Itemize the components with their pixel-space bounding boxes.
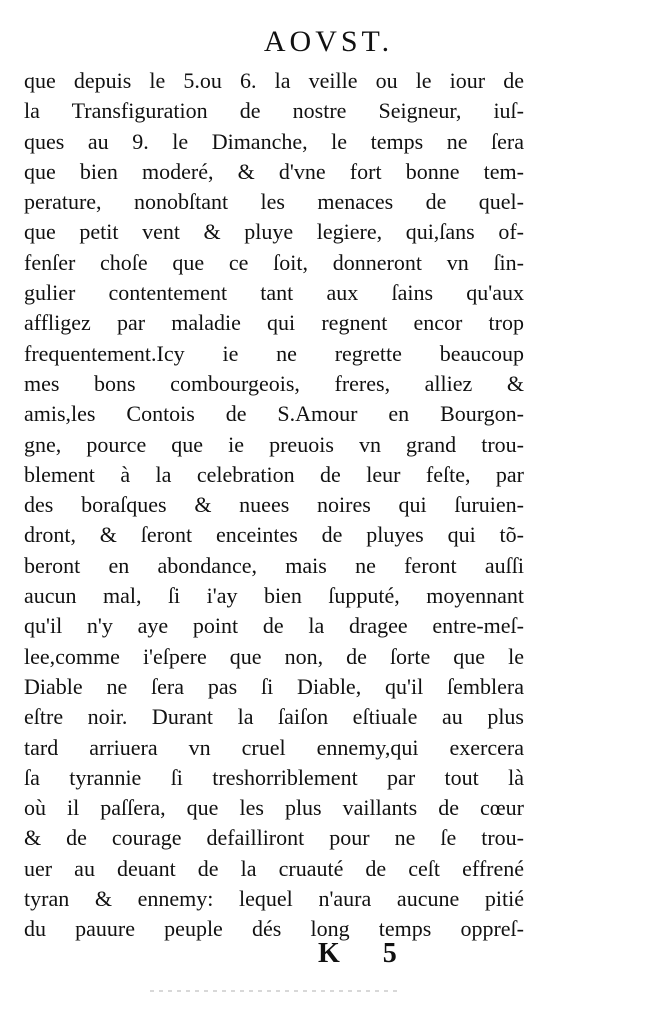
text-line: que petit vent & pluye legiere, qui,ſans of- [24,219,524,245]
text-line: mes bons combourgeois, freres, alliez & [24,370,524,396]
page-body [24,66,524,945]
text-line: dront, & ſeront enceintes de pluyes qui tõ- [24,522,524,548]
signature-mark: K 5 [318,938,415,969]
text-line: ques au 9. le Dimanche, le temps ne ſera [24,128,524,154]
text-line: la Transfiguration de nostre Seigneur, iuſ- [24,98,524,124]
text-line: affligez par maladie qui regnent encor trop [24,310,524,336]
text-line: eſtre noir. Durant la ſaiſon eſtiuale au plus [24,704,524,730]
scan-edge-mark [150,990,400,992]
text-line: beront en abondance, mais ne feront auſſi [24,552,524,578]
text-line: blement à la celebration de leur feſte, par [24,461,524,487]
text-line: lee,comme i'eſpere que non, de ſorte que le [24,643,524,669]
text-line: amis,les Contois de S.Amour en Bourgon- [24,401,524,427]
text-line: aucun mal, ſi i'ay bien ſupputé, moyennant [24,583,524,609]
text-line: frequentement.Icy ie ne regrette beaucoup [24,340,524,366]
text-line: que depuis le 5.ou 6. la veille ou le iour de [24,68,524,93]
text-line: perature, nonobſtant les menaces de quel- [24,189,524,215]
text-line: & de courage defailliront pour ne ſe trou- [24,825,524,851]
text-line: Diable ne ſera pas ſi Diable, qu'il ſemblera [24,673,524,699]
text-line: ſa tyrannie ſi treshorriblement par tout là [24,764,524,790]
text-line: qu'il n'y aye point de la dragee entre-meſ- [24,613,524,639]
text-line: que bien moderé, & d'vne fort bonne tem- [24,158,524,184]
text-line: tard arriuera vn cruel ennemy,qui exercera [24,734,524,760]
text-line: où il paſſera, que les plus vaillants de cœur [24,795,524,821]
text-line: des boraſques & nuees noires qui ſuruien- [24,492,524,518]
text-line: du pauure peuple dés long temps oppreſ- [24,916,524,942]
text-line: gne, pource que ie preuois vn grand trou- [24,431,524,457]
text-line: fenſer choſe que ce ſoit, donneront vn ſin- [24,249,524,275]
running-header: AOVST. [263,25,394,58]
text-line: uer au deuant de la cruauté de ceſt effrené [24,855,524,881]
text-line: tyran & ennemy: lequel n'aura aucune pitié [24,886,524,912]
text-line: gulier contentement tant aux ſains qu'aux [24,280,524,306]
